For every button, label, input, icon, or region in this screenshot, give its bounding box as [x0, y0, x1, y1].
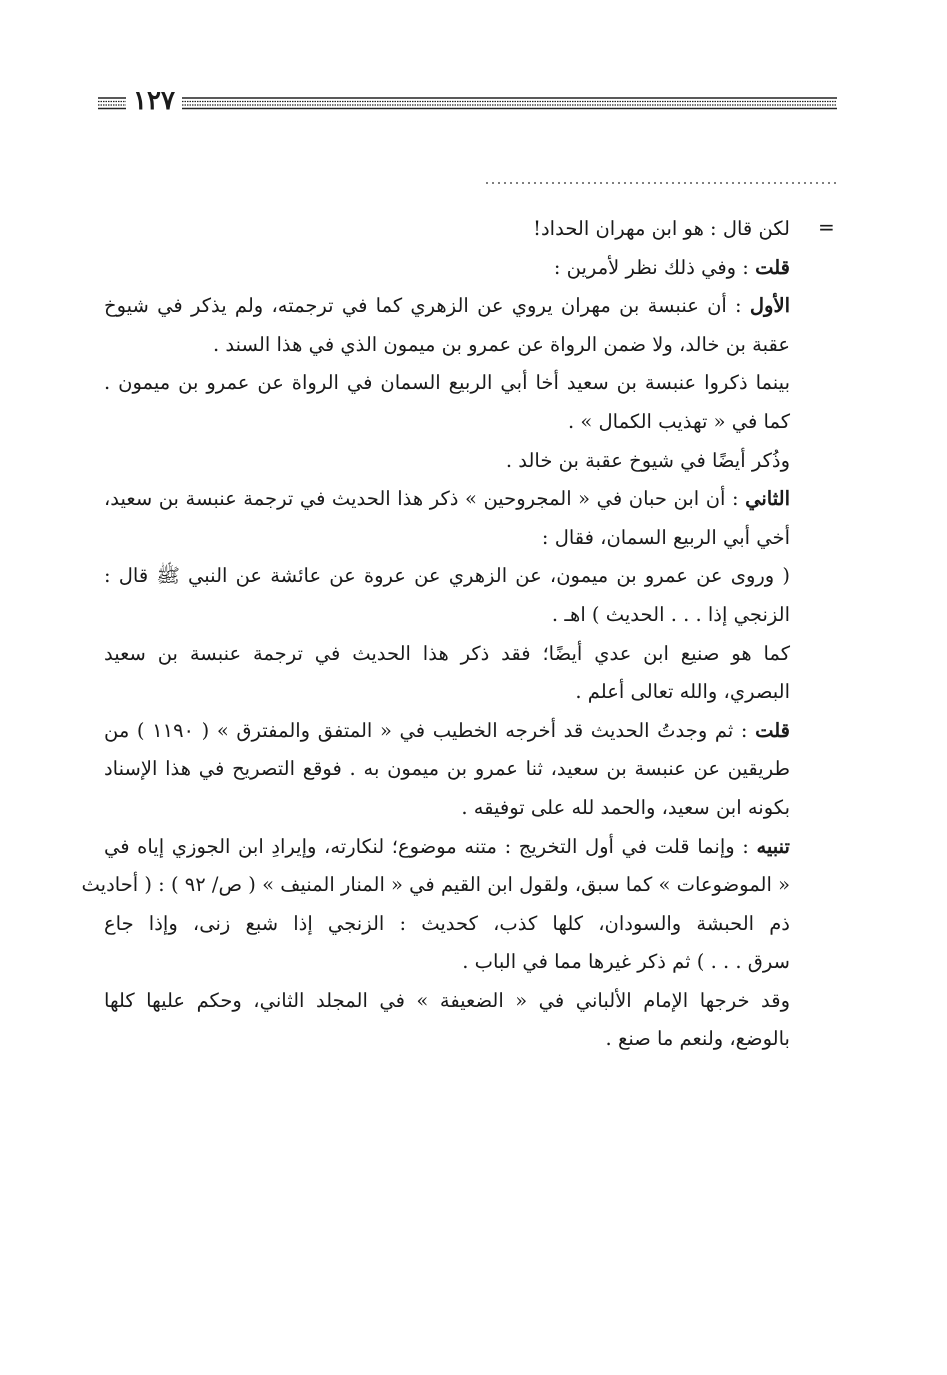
- page-number: ١٢٧: [133, 86, 175, 116]
- footnote-line-text: أخي أبي الربيع السمان، فقال :: [541, 525, 790, 549]
- footnote-line-text: وذُكر أيضًا في شيوخ عقبة بن خالد .: [505, 448, 790, 472]
- footnote-keyword: قلت: [755, 718, 790, 742]
- footnote-keyword: الأول: [749, 294, 790, 318]
- footnote-line: [104, 635, 790, 674]
- footnote-line-text: بكونه ابن سعيد، والحمد لله على توفيقه .: [461, 795, 790, 819]
- footnote-line: [104, 673, 790, 712]
- footnote-line: [104, 828, 790, 867]
- header-rule-right: [182, 96, 837, 110]
- footnote-line-text: : وفي ذلك نظر لأمرين :: [553, 255, 756, 279]
- footnote-line: [104, 982, 790, 1021]
- footnote-line: [104, 249, 790, 288]
- footnote-line: [104, 943, 790, 982]
- footnote-line-text: « الموضوعات » كما سبق، ولقول ابن القيم في « المنار المنيف » ( ص/ ٩٢ ) : ( أحاديث: [81, 873, 790, 897]
- footnote-line: [104, 712, 790, 751]
- footnote-line-text: : وإنما قلت في أول التخريج : متنه موضوع؛ لنكارته، وإيرادِ ابن الجوزي إياه في: [104, 834, 757, 858]
- footnote-line-text: بالوضع، ولنعم ما صنع .: [605, 1027, 790, 1051]
- footnote-line-text: : أن عنبسة بن مهران يروي عن الزهري كما في ترجمته، ولم يذكر في شيوخ: [104, 294, 750, 318]
- footnote-line-text: البصري، والله تعالى أعلم .: [575, 680, 790, 704]
- footnote-line-text: لكن قال : هو ابن مهران الحداد!: [533, 217, 790, 240]
- footnote-keyword: قلت: [755, 255, 790, 279]
- footnote-line-text: : أن ابن حبان في « المجروحين » ذكر هذا الحديث في ترجمة عنبسة بن سعيد،: [104, 487, 746, 511]
- footnote-line: [104, 905, 790, 944]
- footnote-line: [104, 210, 790, 249]
- footnote-line-text: ( وروى عن عمرو بن ميمون، عن الزهري عن عروة عن عائشة عن النبي ﷺ قال :: [104, 564, 790, 588]
- header-rule-left: [98, 96, 126, 110]
- footnote-continuation-marker: =: [818, 215, 835, 239]
- footnote-line-text: سرق . . . ) ثم ذكر غيرها مما في الباب .: [462, 950, 790, 974]
- footnote-line: [104, 789, 790, 828]
- footnote-line-text: طريقين عن عنبسة بن سعيد، ثنا عمرو بن ميمون به . فوقع التصريح في هذا الإسناد: [104, 757, 790, 781]
- footnote-line-text: عقبة بن خالد، ولا ضمن الرواة عن عمرو بن ميمون الذي في هذا السند .: [212, 332, 790, 356]
- footnote-line: [104, 519, 790, 558]
- footnote-line: [104, 287, 790, 326]
- footnote-line-text: ذم الحبشة والسودان، كلها كذب، كحديث : الزنجي إذا شبع زنى، وإذا جاع: [104, 911, 790, 935]
- footnote-body: [81, 210, 790, 1059]
- footnote-line: [81, 866, 790, 905]
- footnote-line: [104, 596, 790, 635]
- footnote-keyword: الثاني: [745, 487, 790, 511]
- footnote-keyword: تنبيه: [756, 834, 790, 858]
- footnote-line-text: كما هو صنيع ابن عدي أيضًا؛ فقد ذكر هذا الحديث في ترجمة عنبسة بن سعيد: [104, 641, 790, 665]
- footnote-line-text: : ثم وجدتُ الحديث قد أخرجه الخطيب في « المتفق والمفترق » ( ١١٩٠ ) من: [104, 718, 756, 742]
- footnote-line-text: بينما ذكروا عنبسة بن سعيد أخا أبي الربيع السمان في الرواة عن عمرو بن ميمون .: [104, 371, 790, 395]
- footnote-line: [104, 557, 790, 596]
- footnote-line: [104, 750, 790, 789]
- footnote-separator: [486, 178, 836, 188]
- footnote-line: [104, 364, 790, 403]
- footnote-line-text: وقد خرجها الإمام الألباني في « الضعيفة » في المجلد الثاني، وحكم عليها كلها: [104, 988, 790, 1012]
- footnote-line: [104, 442, 790, 481]
- footnote-line: [104, 403, 790, 442]
- footnote-line: [104, 1020, 790, 1059]
- footnote-line: [104, 480, 790, 519]
- footnote-line-text: الزنجي إذا . . . الحديث ) اهـ .: [551, 602, 790, 626]
- footnote-line: [104, 326, 790, 365]
- footnote-line-text: كما في « تهذيب الكمال » .: [567, 409, 790, 433]
